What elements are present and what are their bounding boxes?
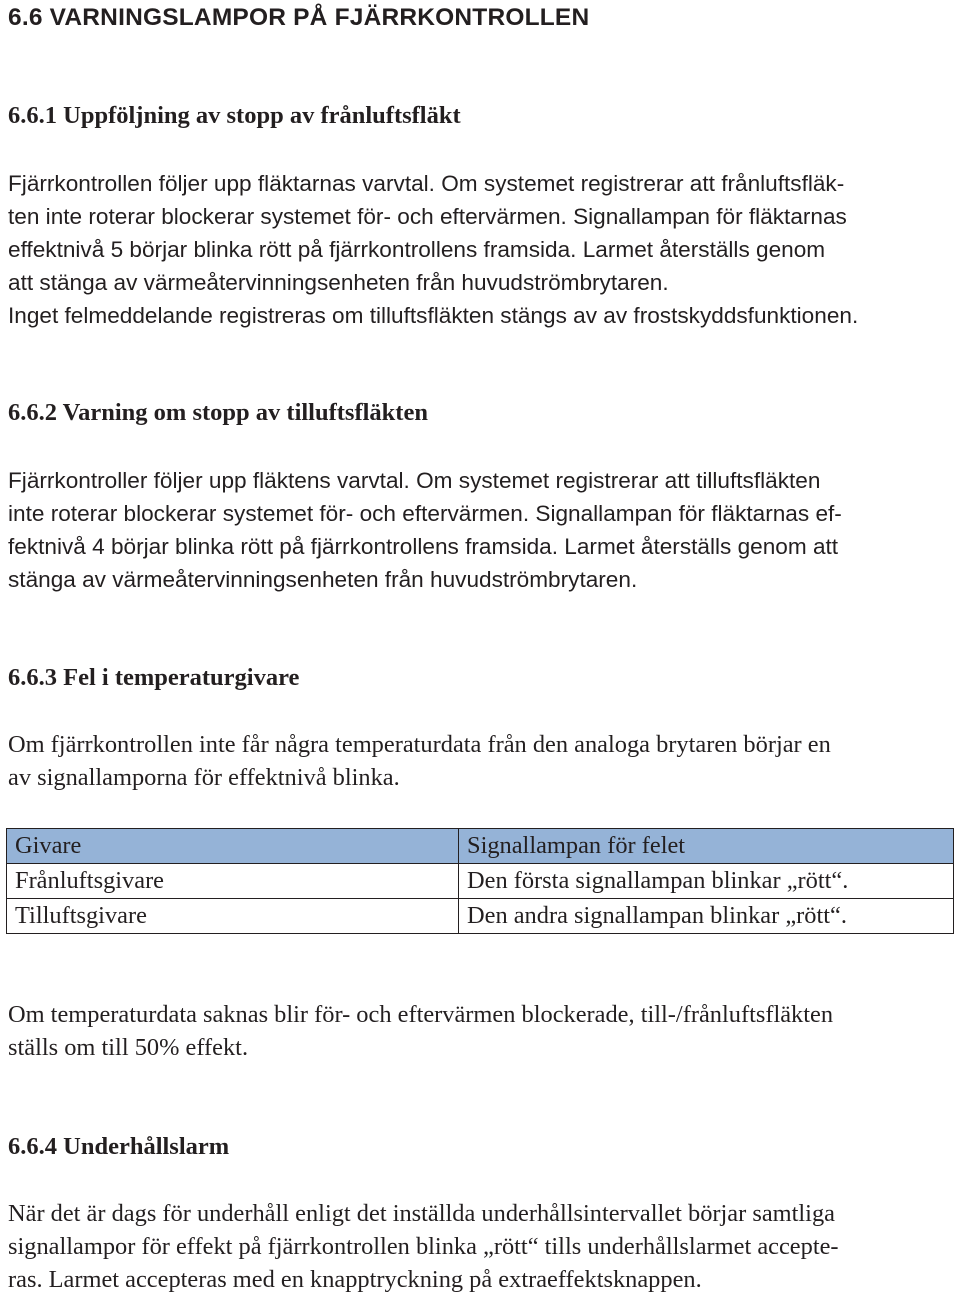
paragraph-line: effektnivå 5 börjar blinka rött på fjärrkontrollens framsida. Larmet återställs genom <box>8 237 826 262</box>
paragraph-line: inte roterar blockerar systemet för- och eftervärmen. Signallampan för fläktarnas ef- <box>8 501 842 526</box>
paragraph-line: ten inte roterar blockerar systemet för- och eftervärmen. Signallampan för fläktarnas <box>8 204 847 229</box>
heading-6-6-3: 6.6.3 Fel i temperaturgivare <box>8 664 300 691</box>
section-title: 6.6 VARNINGSLAMPOR PÅ FJÄRRKONTROLLEN <box>8 4 590 31</box>
paragraph-6-6-3-after <box>8 998 952 1064</box>
table-cell: Tilluftsgivare <box>7 899 459 934</box>
table-cell: Den första signallampan blinkar „rött“. <box>459 864 954 899</box>
paragraph-line: stänga av värmeåtervinningsenheten från huvudströmbrytaren. <box>8 567 638 592</box>
paragraph-6-6-2 <box>8 464 952 596</box>
paragraph-line: När det är dags för underhåll enligt det inställda underhållsintervallet börjar samtliga <box>8 1200 835 1227</box>
heading-6-6-1: 6.6.1 Uppföljning av stopp av frånluftsfläkt <box>8 102 461 129</box>
table-cell: Den andra signallampan blinkar „rött“. <box>459 899 954 934</box>
paragraph-line: signallampor för effekt på fjärrkontrollen blinka „rött“ tills underhållslarmet accepte- <box>8 1233 839 1260</box>
paragraph-6-6-3-intro <box>8 728 952 794</box>
paragraph-line: Fjärrkontroller följer upp fläktens varvtal. Om systemet registrerar att tilluftsfläkten <box>8 468 821 493</box>
paragraph-line: av signallamporna för effektnivå blinka. <box>8 764 400 791</box>
paragraph-line: Fjärrkontrollen följer upp fläktarnas varvtal. Om systemet registrerar att frånluftsfläk- <box>8 171 845 196</box>
paragraph-line: ras. Larmet accepteras med en knapptryckning på extraeffektsknappen. <box>8 1266 702 1293</box>
paragraph-line: Om fjärrkontrollen inte får några temperaturdata från den analoga brytaren börjar en <box>8 731 831 758</box>
paragraph-line: ställs om till 50% effekt. <box>8 1034 249 1061</box>
heading-6-6-2: 6.6.2 Varning om stopp av tilluftsfläkten <box>8 399 428 426</box>
paragraph-line: Om temperaturdata saknas blir för- och eftervärmen blockerade, till-/frånluftsfläkten <box>8 1001 834 1028</box>
heading-6-6-4: 6.6.4 Underhållslarm <box>8 1133 230 1160</box>
table-row <box>7 864 954 899</box>
table-cell: Frånluftsgivare <box>7 864 459 899</box>
paragraph-line: Inget felmeddelande registreras om tilluftsfläkten stängs av av frostskyddsfunktionen. <box>8 303 859 328</box>
table-header-cell: Signallampan för felet <box>459 829 954 864</box>
table-row <box>7 899 954 934</box>
paragraph-line: att stänga av värmeåtervinningsenheten från huvudströmbrytaren. <box>8 270 669 295</box>
paragraph-6-6-1 <box>8 167 952 332</box>
table-header-cell: Givare <box>7 829 459 864</box>
paragraph-line: fektnivå 4 börjar blinka rött på fjärrkontrollens framsida. Larmet återställs genom att <box>8 534 839 559</box>
paragraph-6-6-4 <box>8 1197 952 1296</box>
table-header-row <box>7 829 954 864</box>
sensor-signal-table <box>6 828 954 934</box>
